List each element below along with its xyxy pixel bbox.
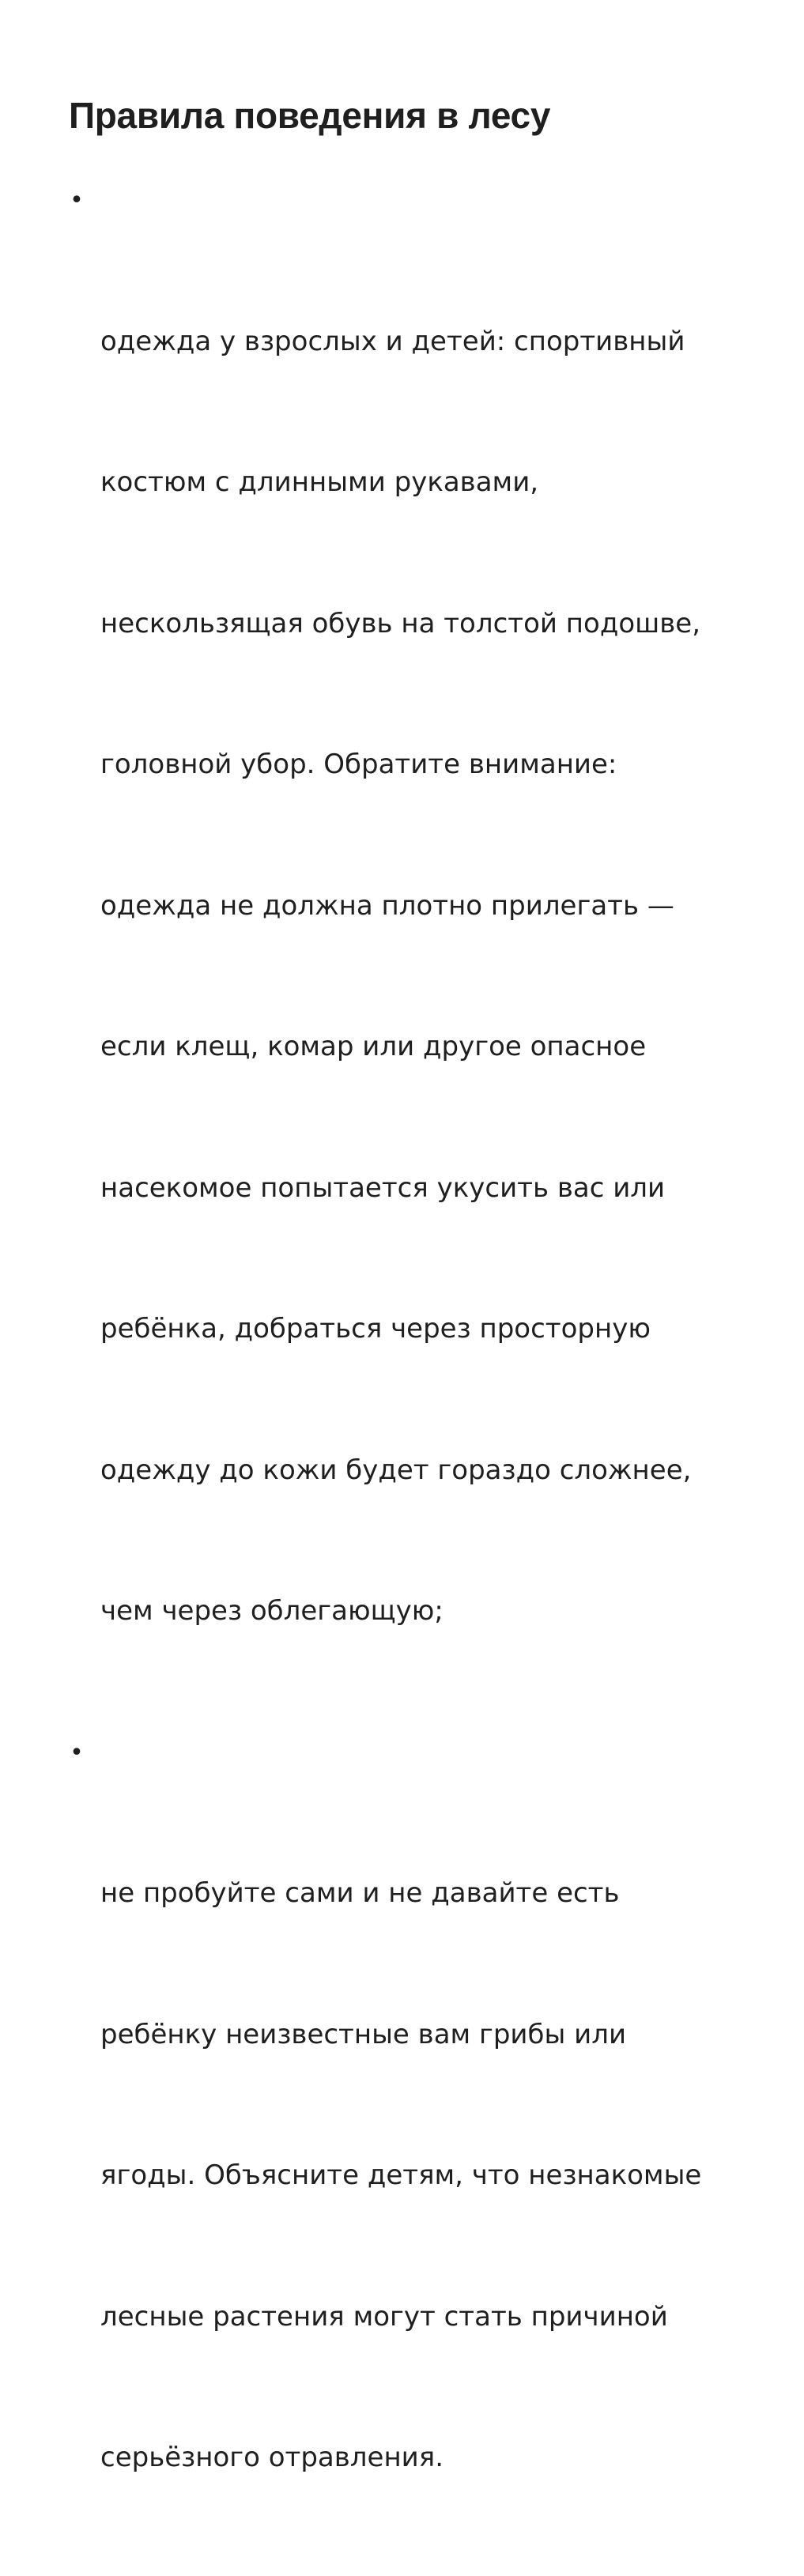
- bullet-icon: •: [70, 1738, 84, 1767]
- paragraph-line: нескользящая обувь на толстой подошве,: [100, 607, 701, 639]
- paragraph-line: серьёзного отравления.: [100, 2442, 444, 2473]
- paragraph-line: головной убор. Обратите внимание:: [100, 749, 617, 780]
- article-content: [69, 177, 725, 2576]
- list-item: [69, 1729, 725, 2576]
- paragraph-line: одежда у взрослых и детей: спортивный: [100, 325, 685, 357]
- paragraph-line: ребёнка, добраться через просторную: [100, 1313, 651, 1345]
- paragraph-line: одежду до кожи будет гораздо сложнее,: [100, 1454, 692, 1486]
- paragraph-line: лесные растения могут стать причиной: [100, 2300, 668, 2333]
- bullet-icon: •: [70, 187, 84, 214]
- list-item: [69, 177, 725, 1729]
- article-title: Правила поведения в лесу: [69, 95, 551, 136]
- paragraph-line: чем через облегающую;: [100, 1595, 444, 1627]
- paragraph-line: ягоды. Объясните детям, что незнакомые: [100, 2159, 702, 2191]
- paragraph-line: костюм с длинными рукавами,: [100, 466, 539, 498]
- paragraph-line: насекомое попытается укусить вас или: [100, 1171, 666, 1204]
- paragraph-line: ребёнку неизвестные вам грибы или: [100, 2018, 627, 2050]
- paragraph-line: не пробуйте сами и не давайте есть: [100, 1877, 620, 1909]
- paragraph-line: если клещ, комар или другое опасное: [100, 1031, 647, 1062]
- bullet-list: [69, 177, 725, 2576]
- paragraph-line: одежда не должна плотно прилегать —: [100, 889, 674, 922]
